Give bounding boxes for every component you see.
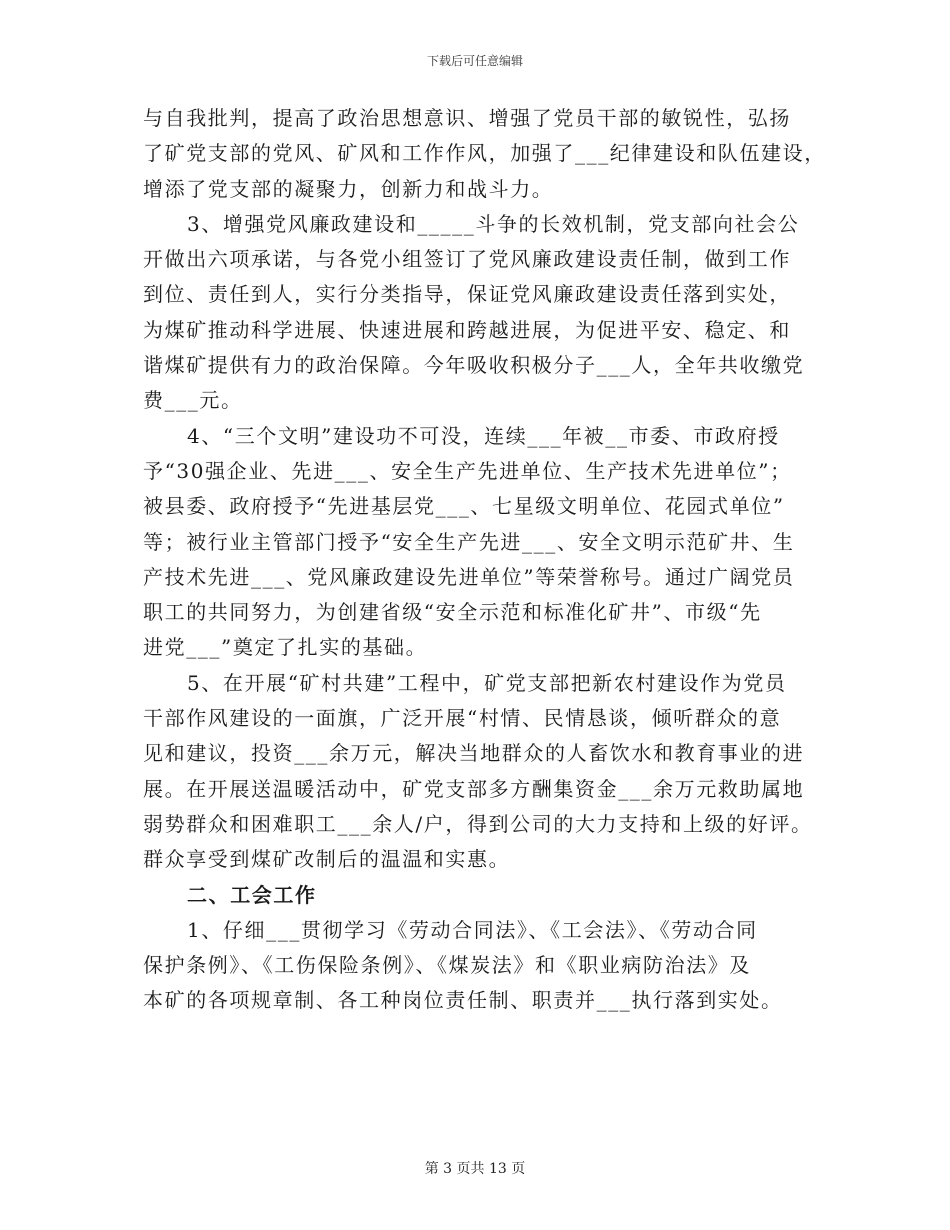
- document-body: [143, 101, 826, 1019]
- text-line: 谐煤矿提供有力的政治保障。今年吸收积极分子___人，全年共收缴党: [143, 353, 805, 378]
- text-line: 群众享受到煤矿改制后的温温和实惠。: [143, 847, 511, 872]
- text-line: 开做出六项承诺，与各党小组签订了党风廉政建设责任制，做到工作: [143, 247, 791, 272]
- text-line: 到位、责任到人，实行分类指导，保证党风廉政建设责任落到实处，: [143, 282, 791, 307]
- text-line: 见和建议，投资___余万元，解决当地群众的人畜饮水和教育事业的进: [143, 741, 805, 766]
- text-line: 展。在开展送温暖活动中，矿党支部多方酬集资金___余万元救助属地: [143, 776, 805, 801]
- text-line: 4、“三个文明”建设功不可没，连续___年被__市委、市政府授: [187, 423, 780, 448]
- text-line: 为煤矿推动科学进展、快速进展和跨越进展，为促进平安、稳定、和: [143, 317, 791, 342]
- text-line: 被县委、政府授予“先进基层党___、七星级文明单位、花园式单位”: [143, 494, 785, 519]
- section-heading: 二、工会工作: [187, 882, 317, 907]
- page-footer: 第 3 页共 13 页: [424, 1161, 526, 1177]
- text-line: 干部作风建设的一面旗，广泛开展“村情、民情恳谈，倾听群众的意: [143, 706, 782, 731]
- text-line: 1、仔细___贯彻学习《劳动合同法》、《工会法》、《劳动合同: [187, 917, 758, 942]
- text-line: 本矿的各项规章制、各工种岗位责任制、职责并___执行落到实处。: [143, 988, 783, 1013]
- text-line: 等；被行业主管部门授予“安全生产先进___、安全文明示范矿井、生: [143, 529, 795, 554]
- text-line: 职工的共同努力，为创建省级“安全示范和标准化矿井”、市级“先: [143, 600, 762, 625]
- text-line: 3、增强党风廉政建设和_____斗争的长效机制，党支部向社会公: [187, 211, 800, 236]
- text-line: 5、在开展“矿村共建”工程中，矿党支部把新农村建设作为党员: [187, 670, 787, 695]
- text-line: 费___元。: [143, 388, 243, 413]
- text-line: 弱势群众和困难职工___余人/户，得到公司的大力支持和上级的好评。: [143, 811, 813, 836]
- text-line: 了矿党支部的党风、矿风和工作作风，加强了___纪律建设和队伍建设，: [143, 141, 826, 166]
- page-header: 下载后可任意编辑: [426, 54, 523, 68]
- text-line: 增添了党支部的凝聚力，创新力和战斗力。: [143, 176, 554, 201]
- text-line: 与自我批判，提高了政治思想意识、增强了党员干部的敏锐性，弘扬: [143, 106, 791, 130]
- text-line: 予“30强企业、先进___、安全生产先进单位、生产技术先进单位”；: [143, 458, 792, 483]
- text-line: 产技术先进___、党风廉政建设先进单位”等荣誉称号。通过广阔党员: [143, 564, 795, 589]
- text-line: 保护条例》、《工伤保险条例》、《煤炭法》和《职业病防治法》及: [143, 953, 751, 978]
- text-line: 进党___”奠定了扎实的基础。: [143, 635, 428, 660]
